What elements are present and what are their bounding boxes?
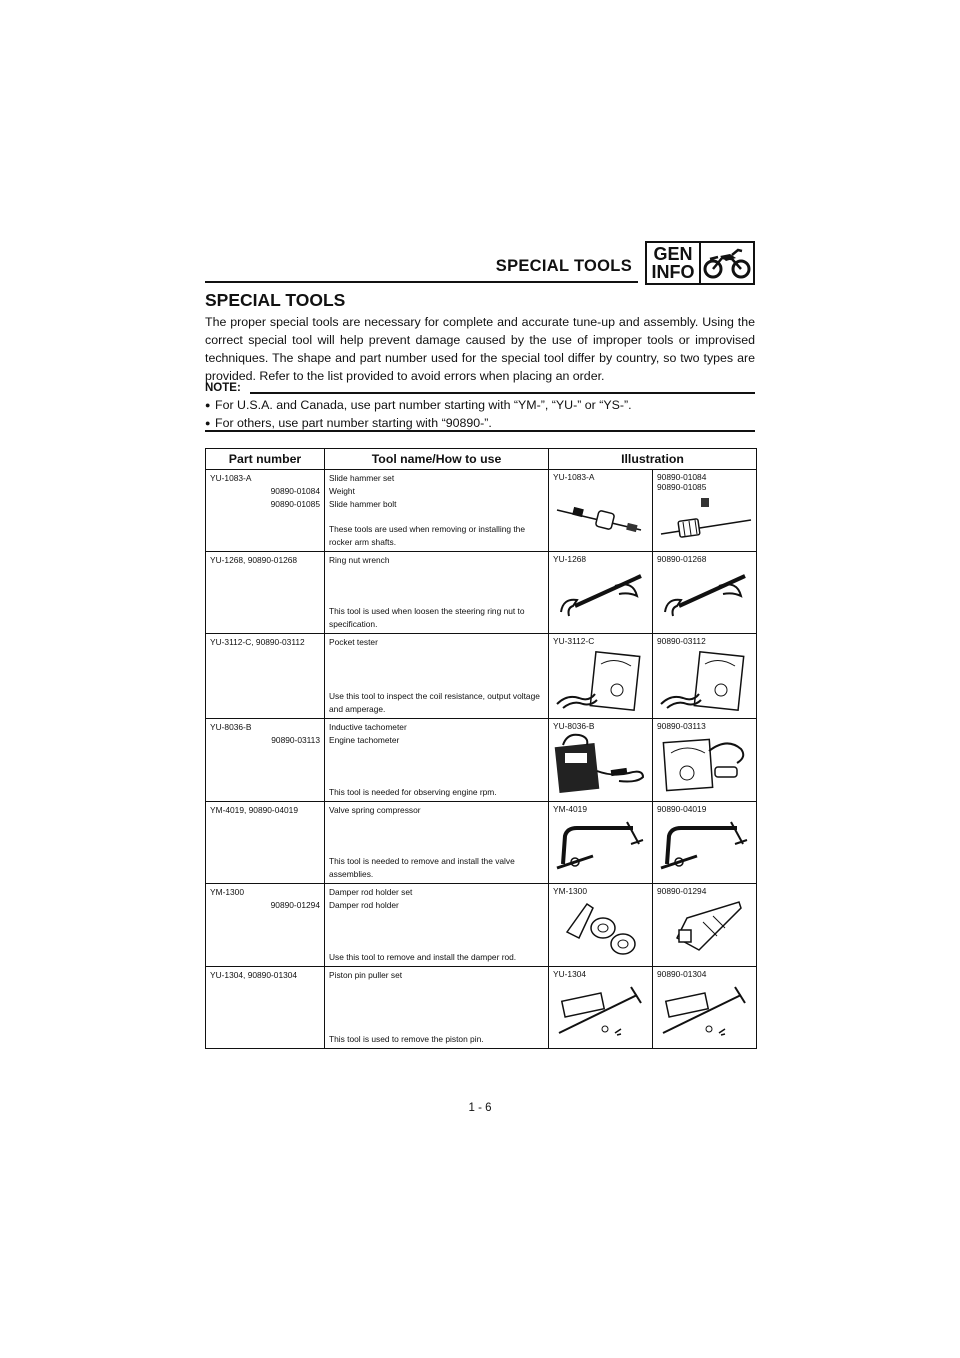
tool-name-cell: Piston pin puller set This tool is used to remove the piston pin. [325,967,549,1049]
piston-pin-puller-icon [657,981,751,1041]
tool-name-cell: Damper rod holder set Damper rod holder Use this tool to remove and install the damper rod. [325,884,549,967]
tool-name-cell: Slide hammer set Weight Slide hammer bolt These tools are used when removing or installing the rocker arm shafts. [325,470,549,552]
special-tools-table [205,448,757,1049]
illustration-right-cell: 90890-03112 [653,634,757,719]
tool-usage: Use this tool to inspect the coil resistance, output voltage and amperage. [329,691,540,714]
bullet-icon: ● [205,417,211,428]
illustration-right-cell: 90890-01304 [653,967,757,1049]
badge-text [647,243,701,283]
ring-nut-wrench-icon [553,570,647,626]
tool-usage: This tool is used when loosen the steering ring nut to specification. [329,606,525,629]
illustration-left-cell: YU-1268 [549,552,653,634]
note-rule-bottom [205,430,755,432]
bullet-icon: ● [205,400,211,410]
part-number-cell: YM-4019, 90890-04019 [206,802,325,884]
illustration-right-cell: 90890-03113 [653,719,757,802]
illustration-right-cell: 90890-01294 [653,884,757,967]
note-rule-top [250,392,755,394]
illustration-left-cell: YM-1300 [549,884,653,967]
section-badge [645,241,755,285]
illustration-right-cell: 90890-04019 [653,802,757,884]
tool-usage: This tool is needed for observing engine rpm. [329,787,497,797]
illustration-left-cell: YU-8036-B [549,719,653,802]
slide-hammer-icon [657,492,753,544]
valve-spring-compressor-icon [553,818,647,876]
slide-hammer-icon [553,494,645,544]
table-row [206,884,757,967]
tool-usage: These tools are used when removing or installing the rocker arm shafts. [329,524,525,547]
note-list [205,397,755,432]
section-title: SPECIAL TOOLS [205,290,346,310]
pocket-tester-icon [657,650,751,712]
illustration-left-cell: YU-1304 [549,967,653,1049]
table-header-row [206,449,757,470]
motorcycle-icon [701,243,753,283]
page-number: 1 - 6 [468,1102,492,1114]
pocket-tester-icon [553,650,647,712]
illustration-left-cell: YU-3112-C [549,634,653,719]
header-rule [205,281,638,283]
tool-usage: This tool is used to remove the piston pin. [329,1034,484,1044]
col-header-illustration: Illustration [549,449,757,470]
col-header-part-number: Part number [206,449,325,470]
note-item: ● For U.S.A. and Canada, use part number starting with “YM-”, “YU-” or “YS-”. [205,397,755,415]
table-row [206,719,757,802]
illustration-right-cell: 90890-01084 90890-01085 [653,470,757,552]
part-number-cell: YU-1083-A 90890-01084 90890-01085 [206,470,325,552]
tool-name-cell: Ring nut wrench This tool is used when loosen the steering ring nut to specification. [325,552,549,634]
tool-name-cell: Pocket tester Use this tool to inspect the coil resistance, output voltage and amperage. [325,634,549,719]
part-number-cell: YM-1300 90890-01294 [206,884,325,967]
table-row [206,470,757,552]
tachometer-icon [657,731,751,795]
table-row [206,552,757,634]
tool-usage: Use this tool to remove and install the damper rod. [329,952,517,962]
tachometer-icon [553,731,647,795]
damper-rod-holder-icon [657,898,751,960]
table-row [206,967,757,1049]
illustration-left-cell: YU-1083-A [549,470,653,552]
note-label: NOTE: [205,382,241,394]
col-header-tool-name: Tool name/How to use [325,449,549,470]
header-title: SPECIAL TOOLS [495,257,632,275]
illustration-left-cell: YM-4019 [549,802,653,884]
piston-pin-puller-icon [553,981,647,1041]
part-number-cell: YU-1268, 90890-01268 [206,552,325,634]
tool-usage: This tool is needed to remove and install the valve assemblies. [329,856,515,879]
valve-spring-compressor-icon [657,818,751,876]
ring-nut-wrench-icon [657,570,751,626]
note-item: ● For others, use part number starting with “90890-”. [205,415,755,433]
badge-line2: INFO [651,262,695,282]
illustration-right-cell: 90890-01268 [653,552,757,634]
tool-name-cell: Valve spring compressor This tool is needed to remove and install the valve assemblies. [325,802,549,884]
damper-rod-holder-icon [553,898,647,960]
badge-line1: GEN [653,244,693,264]
tool-name-cell: Inductive tachometer Engine tachometer This tool is needed for observing engine rpm. [325,719,549,802]
table-row [206,802,757,884]
part-number-cell: YU-3112-C, 90890-03112 [206,634,325,719]
part-number-cell: YU-1304, 90890-01304 [206,967,325,1049]
table-row [206,634,757,719]
part-number-cell: YU-8036-B 90890-03113 [206,719,325,802]
intro-paragraph: The proper special tools are necessary for complete and accurate tune-up and assembly. Using the correct special tool will help prevent damage caused by the use of improper tools or improvised techniques. The shape and part number used for the special tool differ by country, so two types are provided. Refer to the list provided to avoid errors when placing an order. [205,315,755,383]
